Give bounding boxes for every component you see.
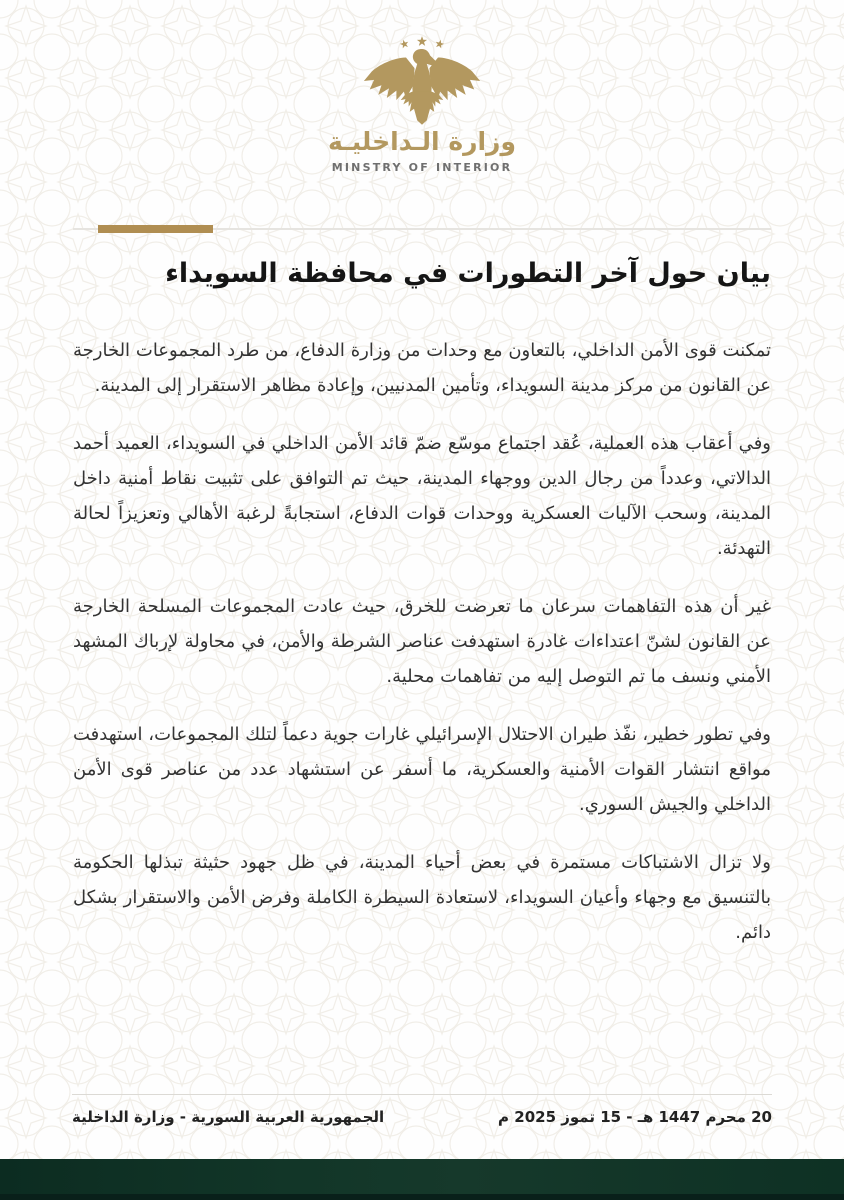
footer-entity: الجمهورية العربية السورية - وزارة الداخلية bbox=[72, 1108, 385, 1126]
statement-paragraph-5: ولا تزال الاشتباكات مستمرة في بعض أحياء المدينة، في ظل جهود حثيثة تبذلها الحكومة بالتنسيق مع وجهاء وأعيان السويداء، لاستعادة السيطرة الكاملة وفرض الأمن والاستقرار بشكل دائم. bbox=[73, 852, 771, 943]
three-stars-icon bbox=[399, 36, 445, 49]
green-footer-band bbox=[0, 1159, 844, 1200]
ministry-name-arabic: وزارة الـداخليـة bbox=[327, 127, 516, 156]
statement-footer bbox=[72, 1094, 772, 1126]
statement-paragraph-3: غير أن هذه التفاهمات سرعان ما تعرضت للخرق، حيث عادت المجموعات المسلحة الخارجة عن القانون لشنّ اعتداءات غادرة استهدفت عناصر الشرطة والأمن، في محاولة لإرباك المشهد الأمني ونسف ما تم التوصل إليه من تفاهمات محلية. bbox=[73, 596, 771, 687]
statement-paragraph-4: وفي تطور خطير، نفّذ طيران الاحتلال الإسرائيلي غارات جوية دعماً لتلك المجموعات، استهدفت مواقع انتشار القوات الأمنية والعسكرية، ما أسفر عن استشهاد عدد من عناصر قوى الأمن الداخلي والجيش السوري. bbox=[73, 724, 771, 815]
eagle-emblem-icon bbox=[358, 36, 486, 127]
ministry-emblem bbox=[0, 36, 844, 174]
statement-paragraph-2: وفي أعقاب هذه العملية، عُقد اجتماع موسّع ضمّ قائد الأمن الداخلي في السويداء، العميد أحمد الدالاتي، وعدداً من رجال الدين ووجهاء المدينة، حيث تم التوافق على تثبيت نقاط أمنية داخل المدينة، وسحب الآليات العسكرية ووحدات قوات الدفاع، استجابةً لرغبة الأهالي وتعزيزاً لحالة التهدئة. bbox=[73, 433, 771, 559]
statement-paragraph-1: تمكنت قوى الأمن الداخلي، بالتعاون مع وحدات من وزارة الدفاع، من طرد المجموعات الخارجة عن القانون من مركز مدينة السويداء، وتأمين المدنيين، وإعادة مظاهر الاستقرار إلى المدينة. bbox=[73, 340, 771, 396]
statement-title: بيان حول آخر التطورات في محافظة السويداء bbox=[165, 258, 771, 289]
gold-accent-bar bbox=[98, 225, 213, 233]
footer-date: 20 محرم 1447 هـ - 15 تموز 2025 م bbox=[498, 1108, 772, 1126]
ministry-name-english: MINSTRY OF INTERIOR bbox=[331, 160, 513, 174]
statement-body bbox=[73, 333, 771, 950]
header-divider bbox=[73, 228, 771, 230]
